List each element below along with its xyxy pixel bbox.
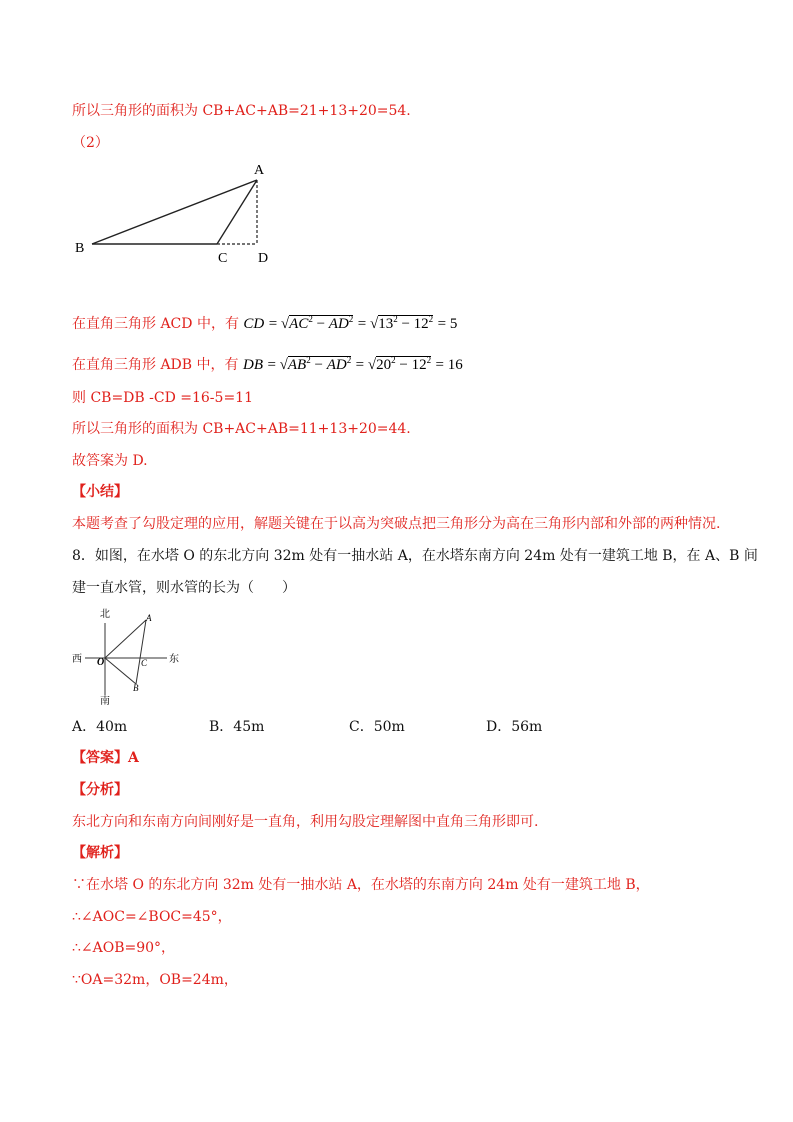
segment-BA [92, 180, 257, 244]
summary-body: 本题考查了勾股定理的应用，解题关键在于以高为突破点把三角形分为高在三角形内部和外部的两种情况. [72, 516, 721, 532]
solution-heading: 【解析】 [72, 845, 128, 861]
option-a: A．40m [72, 719, 128, 735]
label-B2: B [133, 683, 139, 693]
label-C2: C [141, 658, 148, 668]
label-A2: A [146, 613, 152, 623]
acd-equation-line [72, 309, 457, 334]
label-south: 南 [100, 696, 110, 707]
label-east: 东 [169, 654, 179, 665]
acd-text: 在直角三角形 ACD 中，有 [72, 316, 239, 332]
label-B: B [75, 241, 85, 256]
option-b: B．45m [209, 719, 265, 735]
area-result-line-1: 所以三角形的面积为 CB+AC+AB=21+13+20=54. [72, 103, 411, 119]
segment-CA [217, 180, 257, 244]
label-north: 北 [100, 609, 110, 620]
analysis-body: 东北方向和东南方向间刚好是一直角，利用勾股定理解图中直角三角形即可. [72, 814, 539, 830]
answer-heading: 【答案】A [72, 750, 139, 766]
acd-math: CD = $√AC^2 - AD^2 = √13^2 - 12^2 = 5$ [243, 314, 458, 332]
label-O: O [97, 657, 105, 668]
adb-math: DB = $√AB^2 - AD^2 = √20^2 - 12^2 = 16$ [242, 355, 463, 373]
segment-OB [105, 658, 136, 684]
label-west: 西 [72, 654, 82, 665]
option-d: D．56m [486, 719, 543, 735]
label-D: D [258, 251, 269, 266]
solution-line-3: ∴∠AOB=90°， [72, 940, 176, 956]
analysis-heading: 【分析】 [72, 782, 128, 798]
label-A: A [254, 163, 265, 178]
question-8-line-1: 8．如图，在水塔 O 的东北方向 32m 处有一抽水站 A，在水塔东南方向 24m 处有一建筑工地 B，在 A、B 间 [72, 548, 758, 564]
adb-text: 在直角三角形 ADB 中，有 [72, 357, 239, 373]
compass-figure [70, 605, 185, 707]
summary-heading: 【小结】 [72, 484, 128, 500]
answer-d-line: 故答案为 D. [72, 453, 148, 469]
case-2-label: （2） [72, 135, 109, 151]
segment-AB [136, 620, 146, 684]
segment-OA [105, 620, 146, 658]
area-result-line-2: 所以三角形的面积为 CB+AC+AB=11+13+20=44. [72, 421, 411, 437]
label-C: C [218, 251, 228, 266]
adb-equation-line [72, 350, 463, 375]
solution-line-2: ∴∠AOC=∠BOC=45°， [72, 909, 232, 925]
solution-line-1: ∵在水塔 O 的东北方向 32m 处有一抽水站 A，在水塔的东南方向 24m 处有一建筑工地 B， [72, 877, 650, 893]
question-8-line-2: 建一直水管，则水管的长为（ ） [72, 580, 296, 596]
option-c: C．50m [349, 719, 405, 735]
solution-line-4: ∵OA=32m，OB=24m， [72, 972, 238, 988]
triangle-figure [70, 158, 280, 268]
cb-result-line: 则 CB=DB -CD =16-5=11 [72, 390, 253, 406]
